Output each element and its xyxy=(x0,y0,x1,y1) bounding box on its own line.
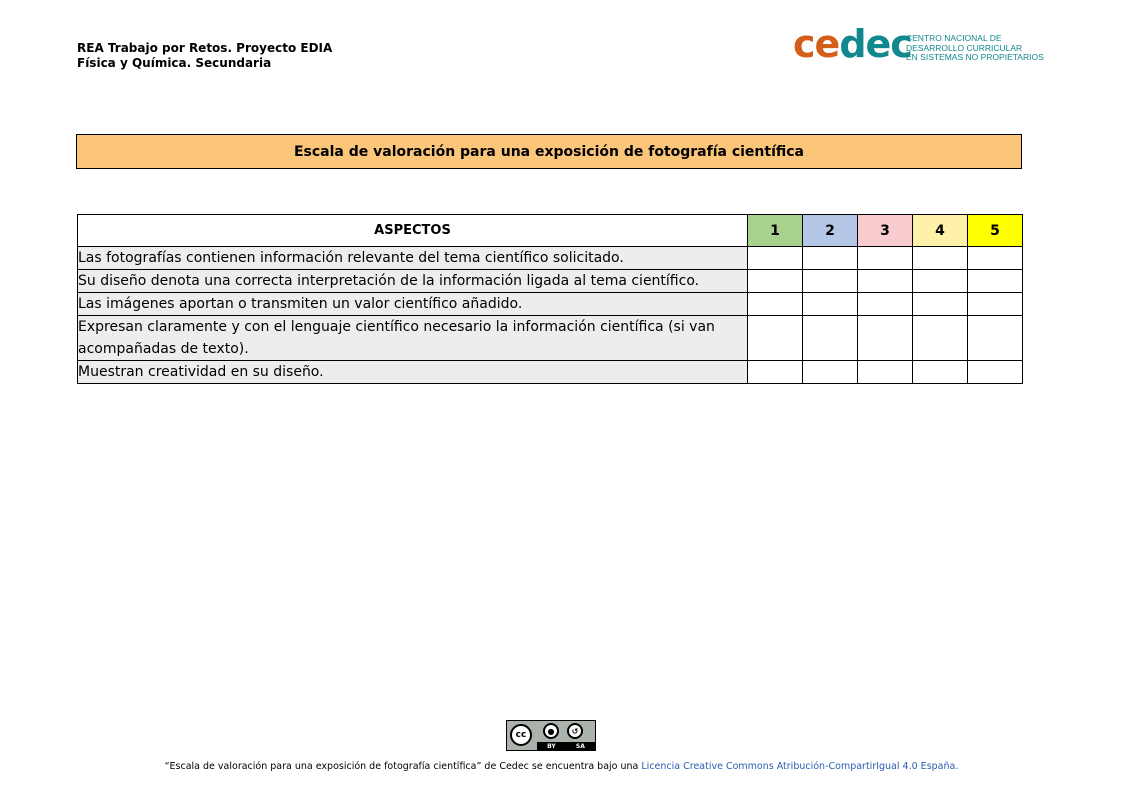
logo-sub-line3: EN SISTEMAS NO PROPIETARIOS xyxy=(906,52,1044,62)
score-cell[interactable] xyxy=(748,361,803,384)
table-row xyxy=(78,270,1023,293)
score-header-1: 1 xyxy=(748,215,803,247)
license-link[interactable]: Licencia Creative Commons Atribución-CompartirIgual 4.0 España. xyxy=(641,761,959,772)
score-cell[interactable] xyxy=(858,361,913,384)
score-cell[interactable] xyxy=(913,316,968,361)
logo-word-part2: dec xyxy=(839,22,912,66)
score-cell[interactable] xyxy=(913,361,968,384)
score-cell[interactable] xyxy=(968,247,1023,270)
logo-sub-line1: CENTRO NACIONAL DE xyxy=(906,33,1002,43)
score-cell[interactable] xyxy=(913,293,968,316)
cc-icon: cc xyxy=(510,724,532,746)
aspects-header: ASPECTOS xyxy=(78,215,748,247)
cc-sa-label: SA xyxy=(575,742,585,750)
aspect-cell: Expresan claramente y con el lenguaje científico necesario la información científica (si van acompañadas de texto). xyxy=(78,316,748,361)
score-cell[interactable] xyxy=(803,247,858,270)
score-header-5: 5 xyxy=(968,215,1023,247)
table-row xyxy=(78,316,1023,361)
logo-word-part1: ce xyxy=(793,22,840,66)
footer-attribution xyxy=(0,761,1123,772)
score-cell[interactable] xyxy=(913,247,968,270)
score-header-4: 4 xyxy=(913,215,968,247)
footer-statement: “Escala de valoración para una exposición de fotografía científica” de Cedec se encuentra bajo una xyxy=(164,761,642,772)
aspect-cell: Su diseño denota una correcta interpretación de la información ligada al tema científico. xyxy=(78,270,748,293)
attribution-icon: ● xyxy=(543,723,559,739)
logo-wordmark xyxy=(793,22,912,66)
score-cell[interactable] xyxy=(858,247,913,270)
header-project-line: REA Trabajo por Retos. Proyecto EDIA xyxy=(77,41,333,55)
score-cell[interactable] xyxy=(748,293,803,316)
cc-license-badge[interactable] xyxy=(506,720,596,751)
page-title: Escala de valoración para una exposición de fotografía científica xyxy=(76,134,1022,169)
score-cell[interactable] xyxy=(913,270,968,293)
logo-sub-line2: DESARROLLO CURRICULAR xyxy=(906,42,1023,53)
logo-subtitle xyxy=(906,33,1044,63)
score-cell[interactable] xyxy=(748,316,803,361)
score-cell[interactable] xyxy=(803,270,858,293)
rating-table xyxy=(77,214,1023,384)
aspect-cell: Las fotografías contienen información relevante del tema científico solicitado. xyxy=(78,247,748,270)
score-cell[interactable] xyxy=(968,361,1023,384)
score-cell[interactable] xyxy=(748,270,803,293)
score-header-3: 3 xyxy=(858,215,913,247)
score-cell[interactable] xyxy=(803,361,858,384)
header-subject-line: Física y Química. Secundaria xyxy=(77,56,272,70)
score-cell[interactable] xyxy=(748,247,803,270)
cc-by-label: BY xyxy=(547,742,556,750)
score-cell[interactable] xyxy=(968,293,1023,316)
score-cell[interactable] xyxy=(858,270,913,293)
table-row xyxy=(78,247,1023,270)
table-row xyxy=(78,361,1023,384)
aspect-cell: Las imágenes aportan o transmiten un valor científico añadido. xyxy=(78,293,748,316)
score-header-2: 2 xyxy=(803,215,858,247)
table-header-row xyxy=(78,215,1023,247)
score-cell[interactable] xyxy=(858,316,913,361)
aspect-cell: Muestran creatividad en su diseño. xyxy=(78,361,748,384)
score-cell[interactable] xyxy=(968,270,1023,293)
score-cell[interactable] xyxy=(803,316,858,361)
score-cell[interactable] xyxy=(968,316,1023,361)
document-header xyxy=(77,41,332,71)
score-cell[interactable] xyxy=(803,293,858,316)
cc-terms-bar xyxy=(537,742,595,750)
share-alike-icon: ↺ xyxy=(567,723,583,739)
score-cell[interactable] xyxy=(858,293,913,316)
table-row xyxy=(78,293,1023,316)
